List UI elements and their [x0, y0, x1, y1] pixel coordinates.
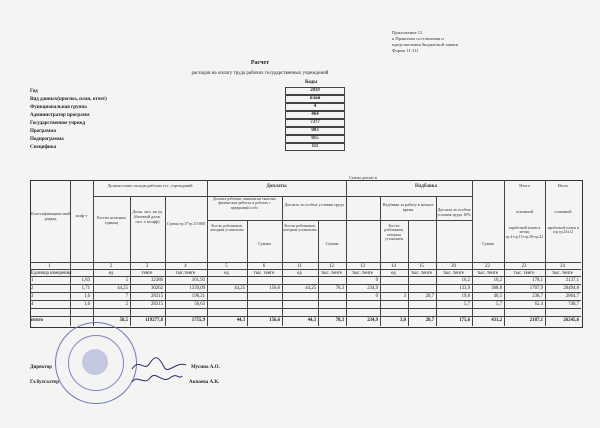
- column-number: 22: [485, 264, 490, 269]
- column-number: 11: [297, 264, 302, 269]
- table-row-cell: 1339,09: [189, 286, 205, 291]
- unit-label: тыс. тенге: [552, 271, 573, 276]
- table-row-cell: 234,9: [367, 286, 378, 291]
- table-row-cell: 28315: [151, 302, 163, 307]
- header-sum-total: Сумма доплат в: [348, 175, 378, 180]
- table-row-cell: 40,5: [493, 294, 502, 299]
- table-row-cell: 16,2: [461, 278, 470, 283]
- appendix-line: к Правилам составления и: [392, 36, 444, 41]
- table-row-cell: 7: [125, 294, 128, 299]
- table-row-cell: 5,7: [464, 302, 470, 307]
- table-row-cell: 32386: [151, 278, 163, 283]
- page-subtitle: расходов на оплату труда рабочих государственных учреждений: [191, 71, 329, 76]
- field-value: план: [285, 95, 345, 103]
- column-number: 20: [451, 264, 456, 269]
- field-label: Год: [30, 89, 38, 94]
- unit-label: тыс. тенге: [321, 271, 342, 276]
- field-label: Программа: [30, 129, 56, 134]
- header-sum-base: Сумма гр.3*гр.5/1000: [166, 221, 206, 226]
- unit-label: тыс.тенге: [175, 271, 196, 276]
- header-qty-workers: Кол-во работников, которым установлен: [384, 224, 404, 242]
- unit-label: Единица измерения: [31, 271, 72, 276]
- header-total-salary: заработной платы в месяц гр.4+гр.13+гр.20+гр.22: [505, 226, 544, 239]
- table-row-cell: 0: [375, 278, 378, 283]
- table-row-cell: 198,21: [191, 294, 205, 299]
- header-sums: Суммы: [258, 241, 271, 246]
- header-qty-workers: Кол-во работников, которым установлен: [283, 224, 317, 233]
- table-row-cell: 133,9: [459, 286, 470, 291]
- column-number: 24: [560, 264, 565, 269]
- header-bonus-cond: Доплата за особые условия труда 10%: [437, 207, 471, 217]
- table-row-cell: 1: [31, 278, 34, 283]
- total-row-cell: 20,7: [425, 318, 434, 323]
- table-row-cell: 0: [375, 294, 378, 299]
- table-row-cell: 156,6: [269, 286, 280, 291]
- total-row-cell: 119277,8: [145, 318, 163, 323]
- table-row-cell: 368,8: [491, 286, 502, 291]
- table-row-cell: 20,7: [425, 294, 434, 299]
- unit-label: ед: [391, 271, 396, 276]
- header-base-group: Должностные оклады рабочих гос. учреждений: [107, 183, 193, 188]
- header-qty-workers: Кол-во работников, которым установлен: [210, 224, 244, 233]
- table-row-cell: 748,7: [568, 302, 579, 307]
- header-sums: Суммы: [325, 241, 339, 246]
- field-label: Подпрограмма: [30, 137, 64, 142]
- total-row-cell: 1755,9: [191, 318, 205, 323]
- column-number: 14: [391, 264, 396, 269]
- table-row-cell: 3: [403, 294, 406, 299]
- accountant-label: Гл.бухгалтер: [30, 380, 60, 385]
- appendix-line: представления бюджетной заявки: [392, 42, 459, 47]
- table-row-cell: 5: [125, 278, 128, 283]
- table-row-cell: 2: [125, 302, 128, 307]
- appendix-line: Приложение 12: [392, 30, 423, 35]
- column-number: 5: [225, 264, 228, 269]
- table-row-cell: 2137,1: [565, 278, 579, 283]
- unit-label: тыс. тенге: [352, 271, 373, 276]
- column-number: 6: [262, 264, 266, 269]
- field-value: 015: [285, 135, 345, 143]
- column-number: 23: [521, 264, 527, 269]
- accountant-name: Акпаева А.К.: [189, 380, 220, 385]
- header-total-main: основной: [516, 209, 533, 214]
- table-row-cell: 19,8: [461, 294, 470, 299]
- page-title: Расчет: [250, 60, 270, 66]
- total-row-cell: 26245,6: [563, 318, 579, 323]
- total-row-cell: итого: [31, 318, 43, 323]
- table-row-cell: 1,71: [81, 286, 90, 291]
- accountant-signature: [130, 372, 185, 388]
- table-row-cell: 161,93: [191, 278, 205, 283]
- table-row-cell: 20494,8: [563, 286, 579, 291]
- table-row-cell: 56,63: [194, 302, 205, 307]
- table-row-cell: 30262: [151, 286, 163, 291]
- header-allow-heavy: Доплата рабочим, занятым на тяжелых физических работах и работах с вредными(особо: [212, 197, 277, 210]
- field-value: 7377: [285, 119, 345, 127]
- field-value: 003: [285, 127, 345, 135]
- total-row-cell: 156,6: [269, 318, 280, 323]
- field-label: Специфика: [30, 145, 57, 150]
- header-total: Итого: [557, 183, 569, 188]
- unit-label: тенге: [141, 271, 153, 276]
- header-bonuses: Надбавка: [415, 184, 437, 189]
- header-bonus-night: Надбавка за работу в ночное время: [382, 202, 434, 212]
- total-row-cell: 3,0: [400, 318, 406, 323]
- table-row-cell: 1,6: [84, 294, 90, 299]
- table-row-cell: 2864,7: [565, 294, 579, 299]
- total-row-cell: 2187,1: [529, 318, 543, 323]
- table-row-cell: 1,6: [84, 302, 90, 307]
- field-label: Государственное учрежд: [30, 121, 86, 126]
- unit-label: ед: [297, 271, 302, 276]
- header-allow-cond: Доплата за особые условия труда: [284, 202, 344, 207]
- field-label: Функциональная группа: [30, 105, 87, 110]
- column-number: 15: [419, 264, 424, 269]
- total-row-cell: 78,3: [335, 318, 344, 323]
- table-row-cell: 16,2: [493, 278, 502, 283]
- header-total-main: основной: [554, 209, 572, 214]
- unit-label: ед: [224, 271, 229, 276]
- header-count: Кол-во штатных единиц: [96, 215, 127, 225]
- table-row-cell: 1707,9: [529, 286, 543, 291]
- director-label: Директор: [30, 365, 52, 370]
- table-row-cell: 62,4: [534, 302, 543, 307]
- table-row-cell: 78,3: [335, 286, 344, 291]
- header-total-year: заработной платы в год гр.23х12: [547, 226, 579, 235]
- field-label: Администратор программ: [30, 113, 90, 118]
- table-row-cell: 3: [31, 294, 34, 299]
- form-number: Форма 11-111: [392, 48, 419, 53]
- header-salary: Долж. окл. на ед. (базовый долж. окл. x коэфф): [132, 209, 163, 224]
- unit-label: тыс. тенге: [477, 271, 498, 276]
- header-sum-bonus: Сумма: [482, 241, 494, 246]
- field-value: 111: [285, 143, 345, 151]
- column-number: 13: [360, 264, 365, 269]
- codes-heading: Коды: [305, 80, 318, 85]
- field-value: 4: [285, 103, 345, 111]
- table-row-cell: 1,83: [81, 278, 90, 283]
- total-row-cell: 44,3: [307, 318, 316, 323]
- field-label: Вид данных(прогноз, план, отчет): [30, 97, 107, 102]
- table-row-cell: 178,1: [532, 278, 543, 283]
- header-classifier: Классификацион ный разряд: [31, 211, 70, 221]
- table-row-cell: 44,25: [305, 286, 316, 291]
- header-allowances: Доплаты: [266, 184, 287, 189]
- table-row-cell: 238,7: [532, 294, 543, 299]
- column-number: 1: [48, 264, 51, 269]
- column-number: 3: [145, 264, 149, 269]
- header-coef: коэф-т: [75, 213, 88, 218]
- director-name: Мусина А.О.: [191, 365, 220, 370]
- official-seal: [55, 322, 137, 404]
- total-row-cell: 234,9: [367, 318, 378, 323]
- field-value: 2019: [285, 87, 345, 95]
- total-row-cell: 175,6: [459, 318, 470, 323]
- total-row-cell: 431,2: [491, 318, 502, 323]
- table-row-cell: 5,7: [496, 302, 502, 307]
- table-row-cell: 4: [31, 302, 34, 307]
- field-value: 464: [285, 111, 345, 119]
- unit-label: тыс. тенге: [443, 271, 464, 276]
- unit-label: тыс. тенге: [411, 271, 432, 276]
- unit-label: тыс. тенге: [253, 271, 275, 276]
- column-number: 12: [329, 264, 334, 269]
- total-row-cell: 44,3: [236, 318, 245, 323]
- table-row-cell: 28315: [151, 294, 163, 299]
- header-total: Итого: [519, 183, 530, 188]
- table-row-cell: 2: [31, 286, 34, 291]
- total-row-cell: 58,5: [119, 318, 128, 323]
- table-row-cell: 44,25: [234, 286, 245, 291]
- column-number: 4: [184, 264, 187, 269]
- table-row-cell: 44,25: [117, 286, 128, 291]
- unit-label: тыс. тенге: [513, 271, 535, 276]
- column-number: 2: [109, 264, 113, 269]
- unit-label: ед: [108, 271, 114, 276]
